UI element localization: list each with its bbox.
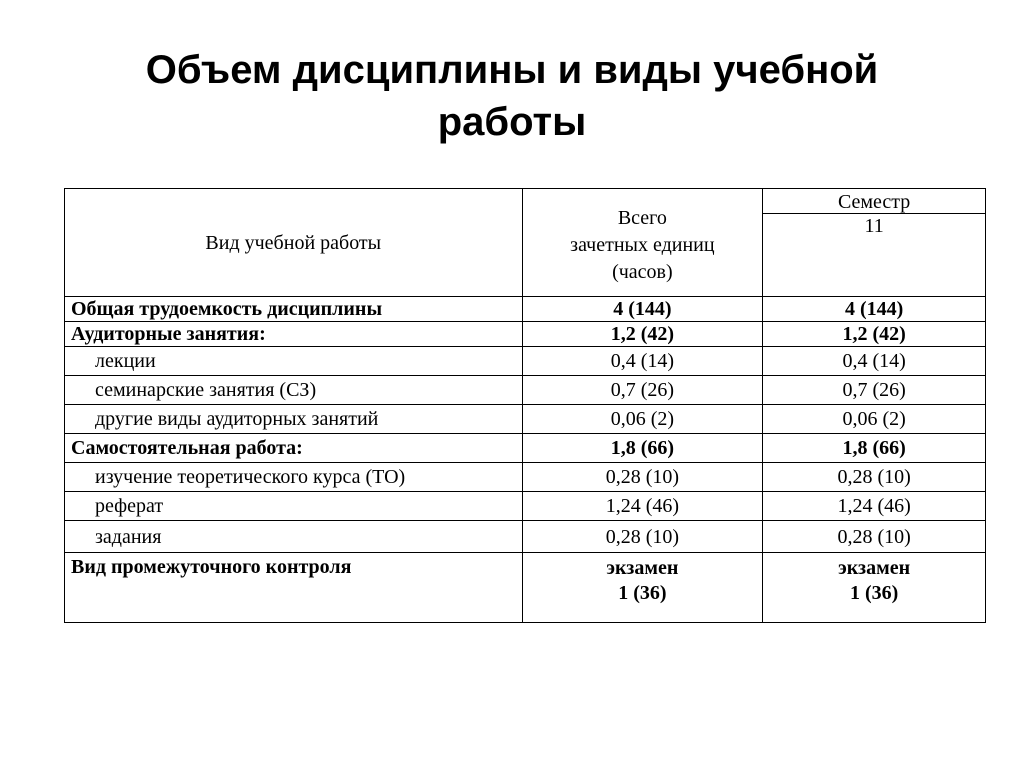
- row-label: Общая трудоемкость дисциплины: [65, 297, 523, 322]
- control-semester-line-1: экзамен: [838, 557, 911, 579]
- table-row: [65, 492, 986, 521]
- row-semester: 0,4 (14): [763, 347, 986, 376]
- row-total: 1,2 (42): [522, 322, 763, 347]
- row-label: Самостоятельная работа:: [65, 434, 523, 463]
- row-label: реферат: [65, 492, 523, 521]
- row-total: 1,24 (46): [522, 492, 763, 521]
- table-row: [65, 405, 986, 434]
- table-row-control: [65, 553, 986, 623]
- row-total: 0,7 (26): [522, 376, 763, 405]
- row-semester: 0,7 (26): [763, 376, 986, 405]
- row-label: задания: [65, 521, 523, 553]
- control-semester: [763, 553, 986, 623]
- header-total-line-2: зачетных единиц: [570, 234, 715, 256]
- table-row: [65, 434, 986, 463]
- table-row: [65, 521, 986, 553]
- control-total-line-2: 1 (36): [618, 582, 667, 604]
- discipline-workload-table: [64, 188, 986, 623]
- header-semester: Семестр: [763, 189, 986, 214]
- row-total: 0,06 (2): [522, 405, 763, 434]
- row-semester: 1,24 (46): [763, 492, 986, 521]
- header-total-line-3: (часов): [612, 261, 673, 283]
- row-semester: 1,8 (66): [763, 434, 986, 463]
- table-row: [65, 297, 986, 322]
- row-label: семинарские занятия (СЗ): [65, 376, 523, 405]
- page-title: [0, 44, 1024, 148]
- table-row: [65, 463, 986, 492]
- row-semester: 4 (144): [763, 297, 986, 322]
- row-semester: 0,06 (2): [763, 405, 986, 434]
- row-label: другие виды аудиторных занятий: [65, 405, 523, 434]
- row-label: лекции: [65, 347, 523, 376]
- page-title-line-2: работы: [437, 100, 587, 144]
- control-total-line-1: экзамен: [606, 557, 679, 579]
- row-total: 0,28 (10): [522, 463, 763, 492]
- table-row: [65, 347, 986, 376]
- row-total: 0,4 (14): [522, 347, 763, 376]
- control-label: Вид промежуточного контроля: [65, 553, 523, 623]
- row-semester: 0,28 (10): [763, 521, 986, 553]
- header-total-line-1: Всего: [617, 207, 667, 229]
- row-total: 1,8 (66): [522, 434, 763, 463]
- row-total: 0,28 (10): [522, 521, 763, 553]
- row-semester: 0,28 (10): [763, 463, 986, 492]
- header-total: [522, 189, 763, 297]
- page-title-line-1: Объем дисциплины и виды учебной: [145, 48, 879, 92]
- row-label: Аудиторные занятия:: [65, 322, 523, 347]
- header-work-type: Вид учебной работы: [65, 189, 523, 297]
- row-semester: 1,2 (42): [763, 322, 986, 347]
- row-total: 4 (144): [522, 297, 763, 322]
- control-total: [522, 553, 763, 623]
- header-semester-number: 11: [763, 214, 986, 297]
- table-row: [65, 322, 986, 347]
- control-semester-line-2: 1 (36): [849, 582, 899, 604]
- table-row: [65, 376, 986, 405]
- row-label: изучение теоретического курса (ТО): [65, 463, 523, 492]
